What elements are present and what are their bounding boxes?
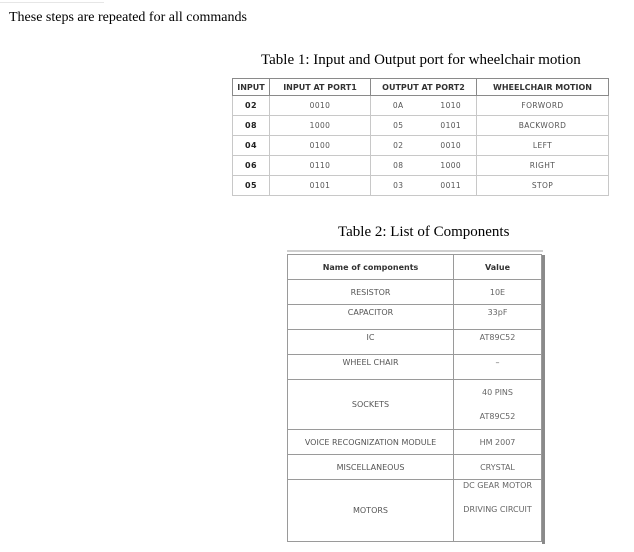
table-row (288, 455, 542, 480)
cell-out-bin: 0011 (426, 176, 477, 196)
table2-caption: Table 2: List of Components (338, 224, 510, 240)
cell-port1: 0100 (270, 136, 371, 156)
table-row (233, 156, 609, 176)
component-name: RESISTOR (288, 280, 454, 305)
cell-input: 04 (233, 136, 270, 156)
cell-out-bin: 1000 (426, 156, 477, 176)
cell-port1: 0110 (270, 156, 371, 176)
table-top-rule (287, 250, 543, 252)
component-value (454, 480, 542, 542)
intro-text: These steps are repeated for all commands (9, 10, 247, 25)
component-value: 33pF (454, 305, 542, 330)
cell-motion: BACKWORD (477, 116, 609, 136)
component-name: IC (288, 330, 454, 355)
component-name: WHEEL CHAIR (288, 355, 454, 380)
component-value: 10E (454, 280, 542, 305)
header-motion: WHEELCHAIR MOTION (477, 79, 609, 96)
table-row (288, 280, 542, 305)
component-value: AT89C52 (454, 330, 542, 355)
components-table (287, 254, 542, 542)
component-name: MOTORS (288, 480, 454, 542)
table-row (288, 380, 542, 430)
cell-input: 05 (233, 176, 270, 196)
cell-motion: RIGHT (477, 156, 609, 176)
cell-out-hex: 05 (371, 116, 426, 136)
component-name: CAPACITOR (288, 305, 454, 330)
table-row (288, 355, 542, 380)
header-component-name: Name of components (288, 255, 454, 280)
table-row (233, 116, 609, 136)
component-name: MISCELLANEOUS (288, 455, 454, 480)
header-value: Value (454, 255, 542, 280)
table-header-row (288, 255, 542, 280)
table-row (288, 330, 542, 355)
table-header-row (233, 79, 609, 96)
table-row (288, 305, 542, 330)
component-value: HM 2007 (454, 430, 542, 455)
components-table-wrapper (287, 250, 545, 544)
cell-port1: 1000 (270, 116, 371, 136)
cell-out-bin: 1010 (426, 96, 477, 116)
cell-motion: STOP (477, 176, 609, 196)
cell-out-hex: 0A (371, 96, 426, 116)
header-port2: OUTPUT AT PORT2 (371, 79, 477, 96)
component-value: CRYSTAL (454, 455, 542, 480)
table-right-rule (542, 255, 545, 544)
cell-input: 06 (233, 156, 270, 176)
top-divider (0, 2, 104, 3)
cell-out-bin: 0010 (426, 136, 477, 156)
cell-out-bin: 0101 (426, 116, 477, 136)
cell-input: 08 (233, 116, 270, 136)
table-row (288, 430, 542, 455)
cell-port1: 0101 (270, 176, 371, 196)
component-value (454, 380, 542, 430)
table-row (233, 96, 609, 116)
cell-port1: 0010 (270, 96, 371, 116)
cell-out-hex: 08 (371, 156, 426, 176)
table-row (288, 480, 542, 542)
component-name: VOICE RECOGNIZATION MODULE (288, 430, 454, 455)
header-port1: INPUT AT PORT1 (270, 79, 371, 96)
cell-motion: LEFT (477, 136, 609, 156)
table1-caption: Table 1: Input and Output port for wheelchair motion (261, 52, 581, 68)
value-line: DC GEAR MOTOR (462, 481, 533, 490)
component-name: SOCKETS (288, 380, 454, 430)
value-line: DRIVING CIRCUIT (463, 505, 532, 514)
component-value: – (454, 355, 542, 380)
header-input: INPUT (233, 79, 270, 96)
table-row (233, 176, 609, 196)
cell-out-hex: 02 (371, 136, 426, 156)
value-line: AT89C52 (479, 411, 516, 421)
table-row (233, 136, 609, 156)
cell-input: 02 (233, 96, 270, 116)
port-table (232, 78, 609, 196)
cell-motion: FORWORD (477, 96, 609, 116)
cell-out-hex: 03 (371, 176, 426, 196)
value-line: 40 PINS (482, 387, 513, 397)
